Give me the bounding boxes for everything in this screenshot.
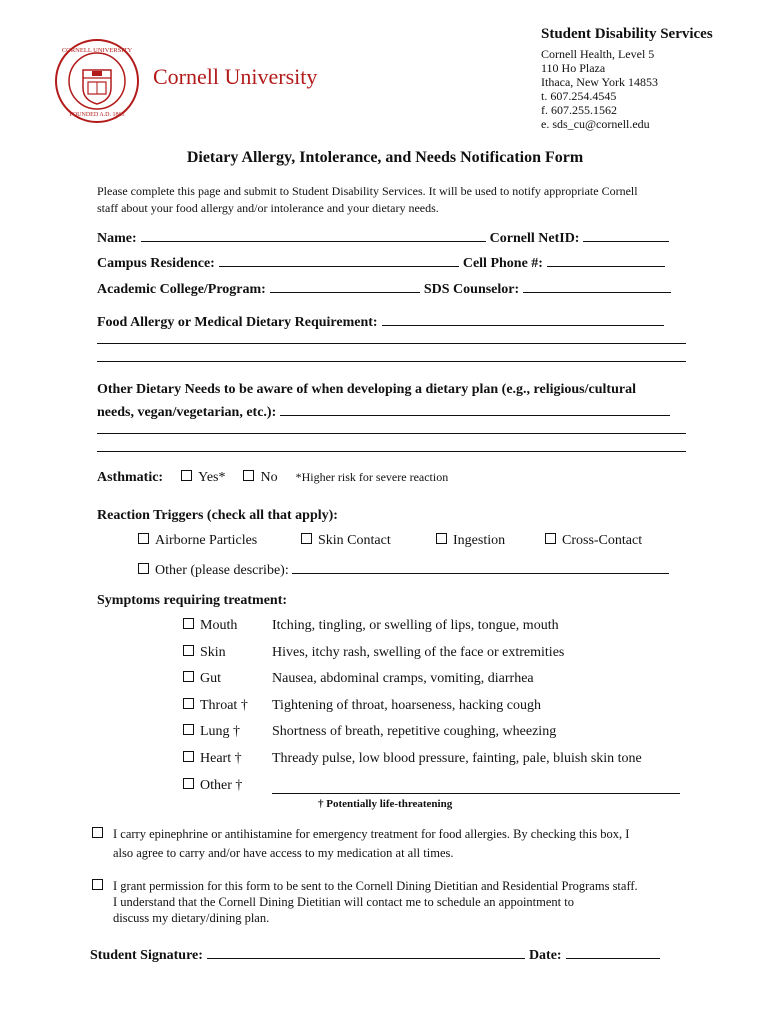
symptom-name: Throat † bbox=[200, 698, 248, 713]
symptom-desc: Tightening of throat, hoarseness, hacking cough bbox=[272, 698, 541, 713]
symptom-desc: Hives, itchy rash, swelling of the face or extremities bbox=[272, 645, 565, 660]
page-title: Dietary Allergy, Intolerance, and Needs Notification Form bbox=[186, 149, 584, 166]
checkbox-icon[interactable] bbox=[183, 618, 194, 629]
checkbox-icon[interactable] bbox=[545, 533, 556, 544]
asthmatic-note: *Higher risk for severe reaction bbox=[295, 470, 449, 484]
checkbox-icon[interactable] bbox=[92, 827, 103, 838]
triggers-label: Reaction Triggers (check all that apply): bbox=[97, 508, 338, 523]
symptom-name: Skin bbox=[200, 645, 226, 660]
signature-label: Student Signature: bbox=[90, 948, 203, 963]
intro-text bbox=[97, 183, 638, 217]
symptom-other-input[interactable] bbox=[272, 793, 680, 794]
asthmatic-no[interactable] bbox=[243, 470, 277, 485]
phone-line: t. 607.254.4545 bbox=[541, 89, 617, 103]
address-line: 110 Ho Plaza bbox=[541, 61, 606, 75]
symptom-name: Heart † bbox=[200, 751, 242, 766]
other-needs-row bbox=[97, 402, 670, 421]
asthmatic-row bbox=[97, 468, 448, 486]
consent-permission bbox=[92, 878, 638, 926]
college-row bbox=[97, 279, 671, 298]
address-line: Cornell Health, Level 5 bbox=[541, 47, 655, 61]
checkbox-icon[interactable] bbox=[183, 698, 194, 709]
consent-epinephrine-line: also agree to carry and/or have access to my medication at all times. bbox=[113, 846, 454, 860]
residence-row bbox=[97, 253, 665, 272]
residence-input[interactable] bbox=[219, 253, 459, 267]
symptoms-label: Symptoms requiring treatment: bbox=[97, 593, 288, 608]
svg-text:CORNELL UNIVERSITY: CORNELL UNIVERSITY bbox=[61, 47, 133, 54]
symptom-name: Gut bbox=[200, 671, 221, 686]
svg-text:FOUNDED A.D. 1865: FOUNDED A.D. 1865 bbox=[69, 112, 125, 118]
email-line: e. sds_cu@cornell.edu bbox=[541, 117, 650, 131]
trigger-other bbox=[138, 560, 669, 579]
signature-input[interactable] bbox=[207, 945, 525, 959]
intro-line: staff about your food allergy and/or intolerance and your dietary needs. bbox=[97, 201, 439, 215]
intro-line: Please complete this page and submit to Student Disability Services. It will be used to notify appropriate Cornell bbox=[97, 184, 638, 198]
trigger-cross-contact[interactable] bbox=[545, 533, 642, 549]
counselor-input[interactable] bbox=[523, 279, 671, 293]
college-input[interactable] bbox=[270, 279, 420, 293]
trigger-other-input[interactable] bbox=[292, 560, 669, 574]
trigger-skin-contact[interactable] bbox=[301, 533, 391, 549]
symptom-other[interactable] bbox=[183, 778, 242, 794]
symptom-name: Other † bbox=[200, 778, 243, 793]
signature-row bbox=[90, 945, 660, 964]
phone-label: Cell Phone #: bbox=[462, 256, 543, 271]
food-allergy-line-2[interactable] bbox=[97, 343, 686, 344]
trigger-label: Airborne Particles bbox=[155, 533, 258, 548]
name-input[interactable] bbox=[141, 228, 486, 242]
food-allergy-label: Food Allergy or Medical Dietary Requirement: bbox=[97, 315, 378, 330]
checkbox-icon[interactable] bbox=[436, 533, 447, 544]
other-needs-label-2: needs, vegan/vegetarian, etc.): bbox=[97, 405, 277, 420]
consent-permission-line: I grant permission for this form to be sent to the Cornell Dining Dietitian and Residential Programs staff. bbox=[113, 879, 638, 893]
symptom-skin[interactable] bbox=[183, 645, 226, 661]
name-label: Name: bbox=[97, 231, 137, 246]
date-label: Date: bbox=[528, 948, 562, 963]
trigger-airborne[interactable] bbox=[138, 533, 257, 549]
trigger-label: Ingestion bbox=[453, 533, 506, 548]
symptom-throat[interactable] bbox=[183, 698, 248, 714]
symptom-name: Lung † bbox=[200, 724, 241, 739]
other-needs-label: Other Dietary Needs to be aware of when developing a dietary plan (e.g., religious/cultural bbox=[97, 382, 636, 397]
asthmatic-no-label: No bbox=[260, 470, 278, 485]
checkbox-icon[interactable] bbox=[243, 470, 254, 481]
other-needs-line-2[interactable] bbox=[97, 433, 686, 434]
symptom-lung[interactable] bbox=[183, 724, 240, 740]
checkbox-icon[interactable] bbox=[183, 778, 194, 789]
checkbox-icon[interactable] bbox=[183, 645, 194, 656]
checkbox-icon[interactable] bbox=[183, 724, 194, 735]
residence-label: Campus Residence: bbox=[97, 256, 215, 271]
other-needs-line-3[interactable] bbox=[97, 451, 686, 452]
consent-permission-line: I understand that the Cornell Dining Dietitian will contact me to schedule an appointment to bbox=[113, 895, 574, 909]
trigger-ingestion[interactable] bbox=[436, 533, 505, 549]
symptom-mouth[interactable] bbox=[183, 618, 237, 634]
office-address bbox=[541, 47, 658, 131]
college-label: Academic College/Program: bbox=[97, 282, 266, 297]
food-allergy-line-3[interactable] bbox=[97, 361, 686, 362]
phone-input[interactable] bbox=[547, 253, 665, 267]
fax-line: f. 607.255.1562 bbox=[541, 103, 617, 117]
asthmatic-yes[interactable] bbox=[181, 470, 225, 485]
checkbox-icon[interactable] bbox=[183, 751, 194, 762]
trigger-label: Skin Contact bbox=[318, 533, 391, 548]
checkbox-icon[interactable] bbox=[138, 533, 149, 544]
name-row bbox=[97, 228, 669, 247]
food-allergy-row bbox=[97, 312, 664, 331]
symptom-desc: Itching, tingling, or swelling of lips, tongue, mouth bbox=[272, 618, 559, 633]
counselor-label: SDS Counselor: bbox=[423, 282, 520, 297]
symptom-desc: Nausea, abdominal cramps, vomiting, diarrhea bbox=[272, 671, 534, 686]
address-line: Ithaca, New York 14853 bbox=[541, 75, 658, 89]
date-input[interactable] bbox=[566, 945, 660, 959]
trigger-label: Cross-Contact bbox=[562, 533, 643, 548]
checkbox-icon[interactable] bbox=[301, 533, 312, 544]
life-threatening-footnote: † Potentially life-threatening bbox=[318, 798, 453, 810]
trigger-other-label: Other (please describe): bbox=[155, 563, 289, 578]
symptom-desc: Thready pulse, low blood pressure, fainting, pale, bluish skin tone bbox=[272, 751, 642, 766]
consent-epinephrine-line: I carry epinephrine or antihistamine for emergency treatment for food allergies. By checking this box, I bbox=[113, 827, 630, 841]
netid-input[interactable] bbox=[583, 228, 669, 242]
consent-epinephrine bbox=[92, 825, 629, 863]
checkbox-icon[interactable] bbox=[92, 879, 103, 890]
checkbox-icon[interactable] bbox=[181, 470, 192, 481]
netid-label: Cornell NetID: bbox=[489, 231, 580, 246]
logo-wordmark: Cornell University bbox=[153, 64, 318, 89]
asthmatic-label: Asthmatic: bbox=[97, 470, 164, 485]
food-allergy-input[interactable] bbox=[382, 312, 664, 326]
consent-permission-line: discuss my dietary/dining plan. bbox=[113, 911, 270, 925]
office-name: Student Disability Services bbox=[541, 26, 713, 42]
asthmatic-yes-label: Yes* bbox=[198, 470, 226, 485]
checkbox-icon[interactable] bbox=[183, 671, 194, 682]
symptom-name: Mouth bbox=[200, 618, 238, 633]
symptom-gut[interactable] bbox=[183, 671, 221, 687]
symptom-heart[interactable] bbox=[183, 751, 242, 767]
other-needs-input[interactable] bbox=[280, 402, 670, 416]
symptom-desc: Shortness of breath, repetitive coughing, wheezing bbox=[272, 724, 557, 739]
checkbox-icon[interactable] bbox=[138, 563, 149, 574]
cornell-seal-logo bbox=[54, 38, 140, 124]
